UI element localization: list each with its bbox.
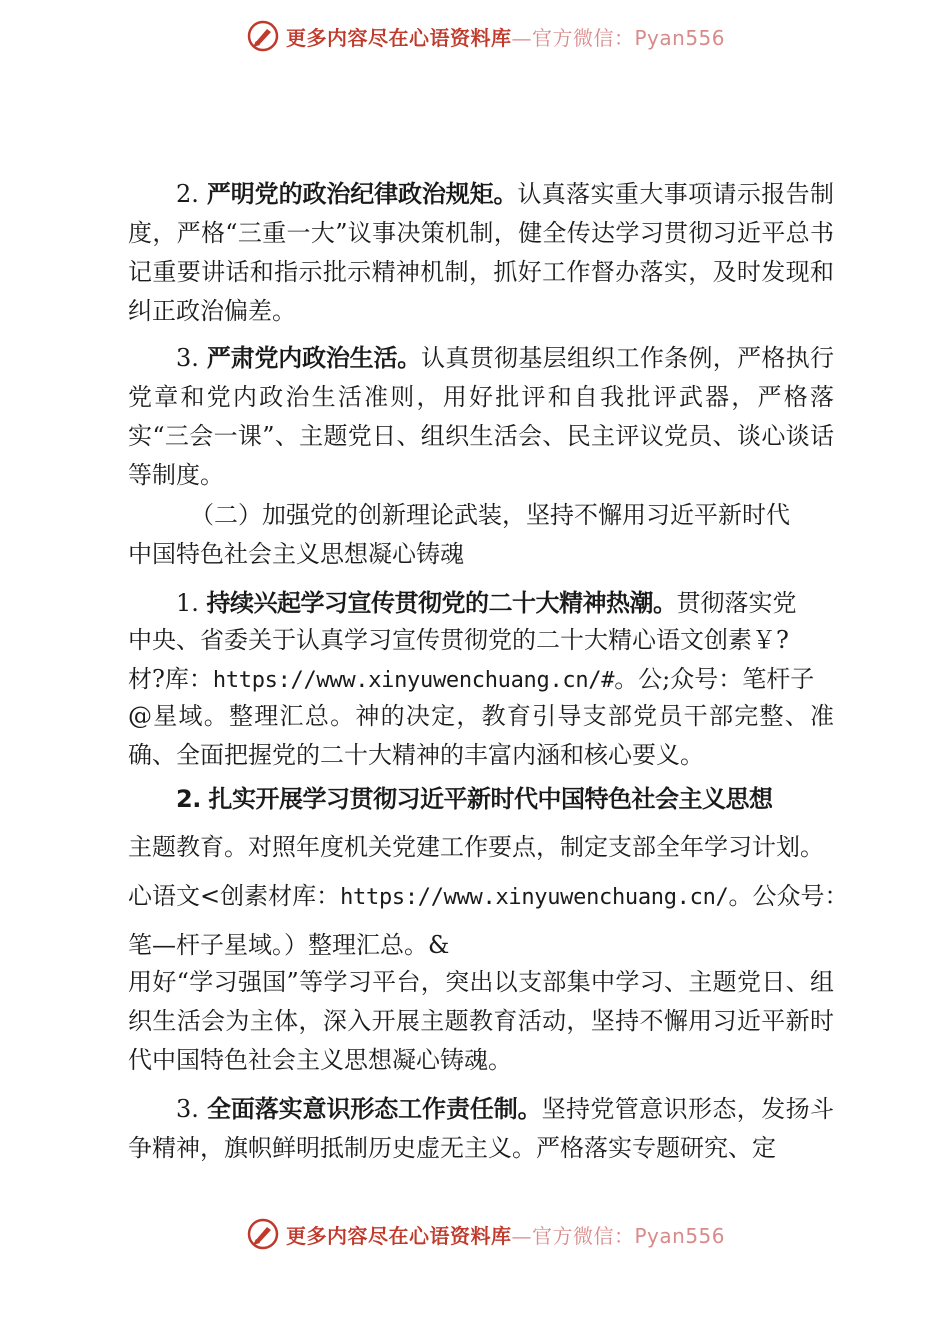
section-heading-line-2: 中国特色社会主义思想凝心铸魂 [128,540,464,568]
footer-watermark [246,1214,766,1254]
watermark-text: —官方微信： [511,25,635,50]
s2-item2-line-4: 笔—杆子星域。）整理汇总。& [128,931,450,959]
paragraph-s2-item-3 [128,1090,834,1168]
s2-item2-body: 用好“学习强国”等学习平台，突出以支部集中学习、主题党日、组织生活会为主体，深入开展主题教育活动，坚持不懈用习近平新时代中国特色社会主义思想凝心铸魂。 [128,968,834,1074]
item-body: 认真落实重大事项请示报告制度，严格“三重一大”议事决策机制，健全传达学习贯彻习近平总书记重要讲话和指示批示精神机制，抓好工作督办落实，及时发现和纠正政治偏差。 [128,180,834,325]
watermark-brand: 更多内容尽在心语资料库 [286,25,512,50]
s2-item1-line-3 [128,664,814,696]
section-heading-line-1: （二）加强党的创新理论武装，坚持不懈用习近平新时代 [190,501,790,529]
item-number: 1. [176,589,199,617]
item-text: 心语文<创素材库： [128,882,341,910]
s2-item1-line-1 [176,588,797,618]
item-heading: 严明党的政治纪律政治规矩。 [206,180,518,208]
url-text: https://www.xinyuwenchuang.cn/# [212,668,615,693]
item-heading: 全面落实意识形态工作责任制。 [206,1095,542,1123]
url-text: https://www.xinyuwenchuang.cn/ [340,885,729,910]
item-number: 3. [176,1095,199,1123]
s2-item1-line-2: 中央、省委关于认真学习宣传贯彻党的二十大精心语文创素￥? [128,626,789,654]
item-text: 。公众号： [728,882,849,910]
s2-item1-body: @星域。整理汇总。神的决定，教育引导支部党员干部完整、准确、全面把握党的二十大精神的丰富内涵和核心要义。 [128,702,834,769]
watermark-brand: 更多内容尽在心语资料库 [286,1223,512,1248]
item-heading: 持续兴起学习宣传贯彻党的二十大精神热潮。 [206,589,677,617]
pen-seal-logo-icon [246,1217,280,1251]
item-heading: 扎实开展学习贯彻习近平新时代中国特色社会主义思想 [208,785,773,813]
s2-item2-line-3 [128,881,848,913]
pen-seal-logo-icon [246,19,280,53]
header-watermark [246,16,766,56]
s2-item2-line-1 [176,784,772,814]
paragraph-item-2 [128,175,834,331]
watermark-wechat-id: Pyan556 [634,25,726,50]
item-number: 3. [176,344,199,372]
item-number: 2. [176,180,199,208]
s2-item2-line-2: 主题教育。对照年度机关党建工作要点，制定支部全年学习计划。 [128,833,824,861]
item-heading: 严肃党内政治生活。 [206,344,422,372]
item-body: 贯彻落实党 [676,589,797,617]
item-text: 材?库： [128,665,213,693]
item-body: 坚持党管意识形态，发扬斗争精神，旗帜鲜明抵制历史虚无主义。严格落实专题研究、定 [128,1095,834,1162]
item-body: 认真贯彻基层组织工作条例，严格执行党章和党内政治生活准则，用好批评和自我批评武器，严格落实“三会一课”、主题党日、组织生活会、民主评议党员、谈心谈话等制度。 [128,344,835,489]
item-number: 2. [176,785,201,813]
item-text: 。公;众号：笔杆子 [614,665,815,693]
watermark-wechat-id: Pyan556 [634,1223,726,1248]
watermark-text: —官方微信： [511,1223,635,1248]
paragraph-item-3 [128,339,834,495]
